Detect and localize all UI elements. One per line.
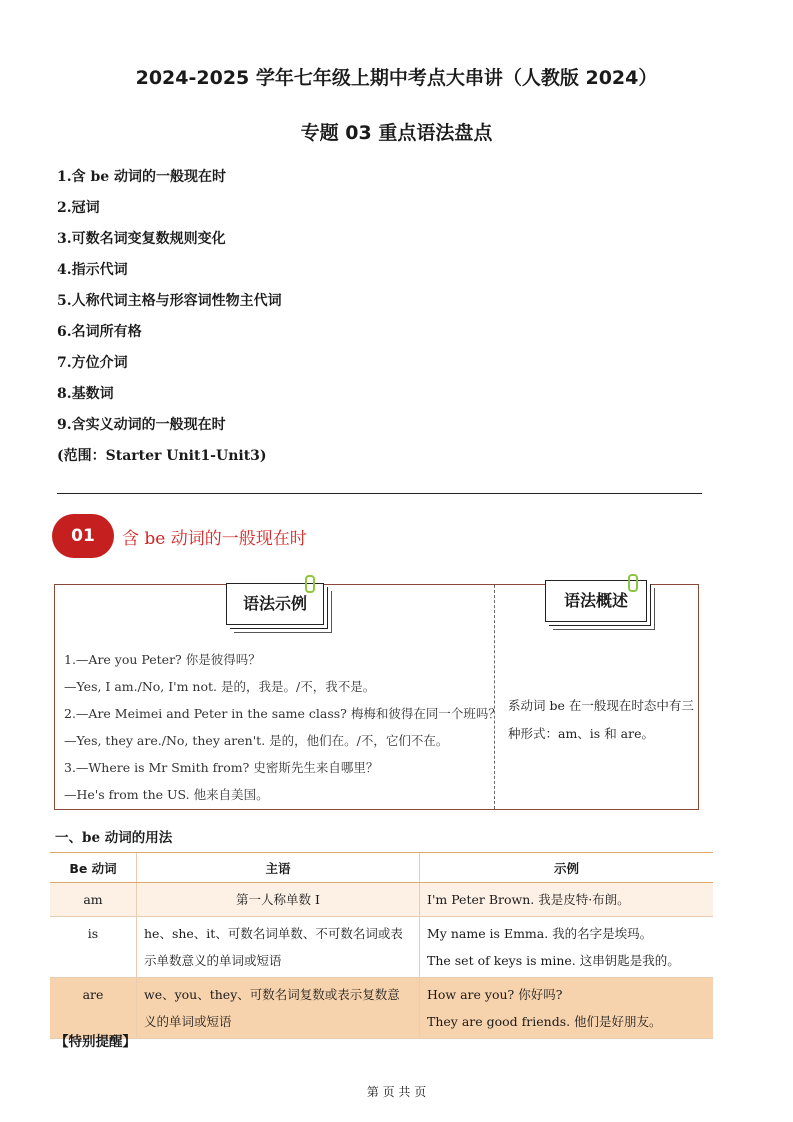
toc-item: 8.基数词 [57, 386, 114, 402]
be-form-cell: is [50, 917, 137, 978]
page-subtitle: 专题 03 重点语法盘点 [300, 122, 493, 144]
special-note-heading: 【特别提醒】 [55, 1034, 136, 1050]
example-line: 3.—Where is Mr Smith from? 史密斯先生来自哪里？ [64, 760, 379, 775]
paperclip-icon [628, 574, 638, 592]
be-form-cell: are [50, 978, 137, 1039]
example-line: 2.—Are Meimei and Peter in the same class? 梅梅和彼得在同一个班吗？ [64, 706, 501, 721]
section-number-badge: 01 [52, 514, 114, 558]
example-sentence: How are you? 你好吗? [427, 987, 563, 1002]
column-header: 示例 [420, 853, 714, 883]
toc-item: 2.冠词 [57, 200, 100, 216]
table-row [50, 917, 713, 978]
box-divider [494, 585, 495, 809]
usage-heading: 一、be 动词的用法 [55, 830, 173, 846]
example-line: —Yes, I am./No, I'm not. 是的，我是。/不，我不是。 [64, 679, 376, 694]
paperclip-icon [305, 575, 315, 593]
example-line: 1.—Are you Peter? 你是彼得吗？ [64, 652, 261, 667]
table-row [50, 978, 713, 1039]
example-line: —Yes, they are./No, they aren't. 是的，他们在。/不，它们不在。 [64, 733, 449, 748]
table-of-contents [57, 166, 282, 476]
example-cell [420, 917, 714, 978]
table-row [50, 883, 713, 917]
subject-cell: we、you、they、可数名词复数或表示复数意义的单词或短语 [137, 978, 420, 1039]
example-cell [420, 883, 714, 917]
subject-cell: he、she、it、可数名词单数、不可数名词或表示单数意义的单词或短语 [137, 917, 420, 978]
toc-item: 3.可数名词变复数规则变化 [57, 231, 226, 247]
divider-line [57, 493, 702, 494]
table-header-row [50, 853, 713, 883]
grammar-summary: 系动词 be 在一般现在时态中有三种形式：am、is 和 are。 [508, 698, 694, 741]
column-header: Be 动词 [50, 853, 137, 883]
page-footer: 第 页 共 页 [366, 1085, 427, 1099]
page-title: 2024-2025 学年七年级上期中考点大串讲（人教版 2024） [135, 67, 658, 89]
be-verb-table [50, 852, 713, 1039]
subject-cell: 第一人称单数 I [137, 883, 420, 917]
be-form-cell: am [50, 883, 137, 917]
toc-item: 7.方位介词 [57, 355, 128, 371]
section-title: 含 be 动词的一般现在时 [122, 529, 307, 549]
example-line: —He's from the US. 他来自美国。 [64, 787, 269, 802]
example-cell [420, 978, 714, 1039]
example-sentence: The set of keys is mine. 这串钥匙是我的。 [427, 953, 680, 968]
examples-tag: 语法示例 [226, 583, 324, 625]
toc-item: 4.指示代词 [57, 262, 128, 278]
example-sentence: I'm Peter Brown. 我是皮特·布朗。 [427, 892, 630, 907]
toc-item: 5.人称代词主格与形容词性物主代词 [57, 293, 282, 309]
summary-tag: 语法概述 [545, 580, 647, 622]
toc-item: 6.名词所有格 [57, 324, 142, 340]
toc-scope: (范围：Starter Unit1-Unit3) [57, 448, 267, 464]
toc-item: 9.含实义动词的一般现在时 [57, 417, 226, 433]
toc-item: 1.含 be 动词的一般现在时 [57, 169, 227, 185]
example-sentence: My name is Emma. 我的名字是埃玛。 [427, 926, 653, 941]
example-sentence: They are good friends. 他们是好朋友。 [427, 1014, 662, 1029]
column-header: 主语 [137, 853, 420, 883]
